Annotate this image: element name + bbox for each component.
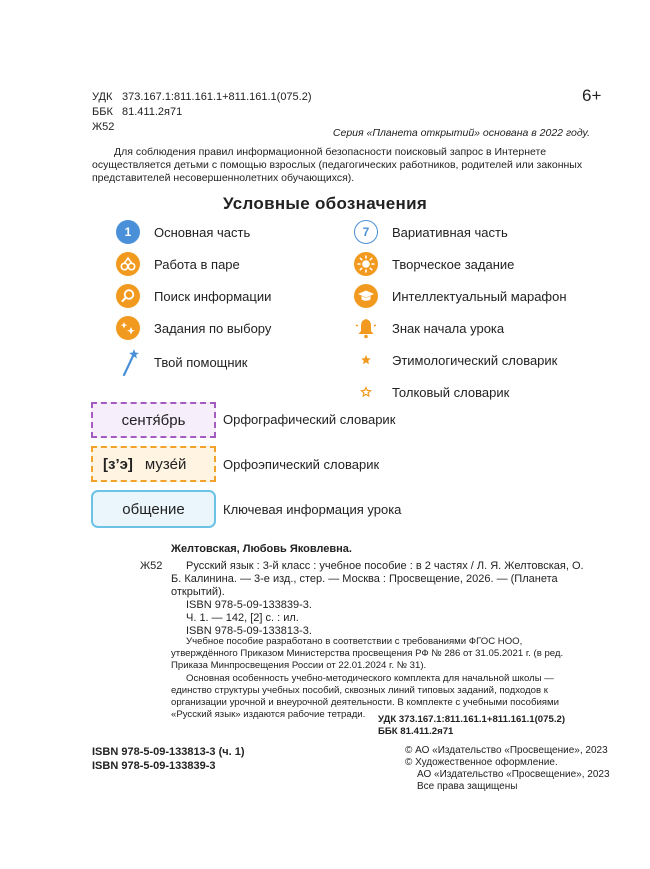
bbk-label: ББК <box>92 106 113 118</box>
graduation-cap-icon <box>354 284 378 308</box>
bib-author: Желтовская, Любовь Яковлевна. <box>171 543 352 555</box>
magic-wand-icon <box>116 348 140 376</box>
legend-label: Интеллектуальный марафон <box>392 288 567 304</box>
transcription: [з’э] <box>103 455 133 473</box>
legend-item-lesson-start <box>354 316 504 340</box>
copyright-line: АО «Издательство «Просвещение», 2023 <box>417 769 610 780</box>
key-word-box <box>91 490 216 528</box>
legend-item-helper <box>116 348 248 376</box>
legend-item-info-search <box>116 284 271 308</box>
pair-work-icon <box>116 252 140 276</box>
legend-title: Условные обозначения <box>222 194 428 213</box>
bib-isbn-part: ISBN 978-5-09-133813-3. <box>186 625 312 637</box>
bib-note-features: Основная особенность учебно-методического комплекта для начальной школы — единство структуры учебных пособий, сквозных линий типовых заданий, подходов к организации урочной и внеурочной деятельности. В комплекте с учебными пособиями «Русский язык» издаются рабочие тетради. <box>171 673 559 720</box>
bib-bbk: ББК 81.411.2я71 <box>378 726 454 737</box>
udk-label: УДК <box>92 91 113 103</box>
number-1-icon: 1 <box>116 220 140 244</box>
isbn-set: ISBN 978-5-09-133839-3 <box>92 760 216 772</box>
bib-isbn-set: ISBN 978-5-09-133839-3. <box>186 599 312 611</box>
legend-item-main-part <box>116 220 250 244</box>
isbn-bottom <box>92 745 245 773</box>
orthoepy-example-word: музе́й <box>144 455 187 473</box>
key-example-word: общение <box>122 500 185 518</box>
orthoepy-word-box <box>91 446 216 482</box>
legend-label: Творческое задание <box>392 256 515 272</box>
udk-value: 373.167.1:811.161.1+811.161.1(075.2) <box>122 91 312 103</box>
orthoepy-dictionary-label: Орфоэпический словарик <box>223 457 380 472</box>
author-mark: Ж52 <box>92 121 115 133</box>
bib-part: Ч. 1. — 142, [2] с. : ил. <box>186 612 299 624</box>
isbn-part-1: ISBN 978-5-09-133813-3 (ч. 1) <box>92 746 245 758</box>
bib-udk: УДК 373.167.1:811.161.1+811.161.1(075.2) <box>378 714 566 725</box>
number-7-icon: 7 <box>354 220 378 244</box>
series-note: Серия «Планета открытий» основана в 2022 году. <box>332 127 590 139</box>
copyright-line: © АО «Издательство «Просвещение», 2023 <box>405 745 608 756</box>
flower-icon <box>354 380 378 404</box>
key-info-label: Ключевая информация урока <box>223 502 402 517</box>
legend-label: Поиск информации <box>154 288 272 304</box>
spelling-word-box <box>91 402 216 438</box>
copyright-line: Все права защищены <box>417 781 518 792</box>
spelling-example-word: сентя́брь <box>121 411 186 429</box>
legend-label: Работа в паре <box>154 256 240 272</box>
magnifier-icon <box>116 284 140 308</box>
legend-label: Этимологический словарик <box>392 352 558 368</box>
legend-item-choice-task <box>116 316 271 340</box>
copyright-line: © Художественное оформление. <box>405 757 558 768</box>
age-rating: 6+ <box>582 86 602 105</box>
legend-item-explanatory <box>354 380 509 404</box>
asterisk-icon <box>354 348 378 372</box>
legend-label: Вариативная часть <box>392 224 508 240</box>
bib-description: Русский язык : 3-й класс : учебное пособие : в 2 частях / Л. Я. Желтовская, О. Б. Калинина. — 3-е изд., стер. — Москва : Просвещение, 2026. — (Планета открытий). <box>171 560 584 598</box>
legend-item-creative-task <box>354 252 514 276</box>
legend-label: Толковый словарик <box>392 384 510 400</box>
legend-label: Знак начала урока <box>392 320 505 336</box>
legend-item-marathon <box>354 284 567 308</box>
legend-item-variative-part <box>354 220 508 244</box>
choice-task-icon <box>116 316 140 340</box>
legend-label: Основная часть <box>154 224 251 240</box>
bib-code: Ж52 <box>140 560 163 572</box>
legend-label: Задания по выбору <box>154 320 272 336</box>
bib-udk-bbk <box>378 714 565 738</box>
bell-icon <box>354 316 378 340</box>
safety-note: Для соблюдения правил информационной безопасности поисковый запрос в Интернете осуществляется детьми с помощью взрослых (педагогических работников, родителей или законных представителей несовершеннолетних обучающихся). <box>92 146 583 184</box>
legend-label: Твой помощник <box>154 354 248 370</box>
legend-item-pair-work <box>116 252 240 276</box>
legend-item-etymology <box>354 348 557 372</box>
bib-note-fgos: Учебное пособие разработано в соответствии с требованиями ФГОС НОО, утверждённого Приказом Министерства просвещения РФ № 286 от 31.05.2021 г. (в ред. Приказа Минпросвещения России от 22.01.2024 г. № 31). <box>171 636 564 671</box>
sun-icon <box>354 252 378 276</box>
spelling-dictionary-label: Орфографический словарик <box>223 412 396 427</box>
copyright-block <box>405 745 610 793</box>
bbk-value: 81.411.2я71 <box>122 106 183 118</box>
